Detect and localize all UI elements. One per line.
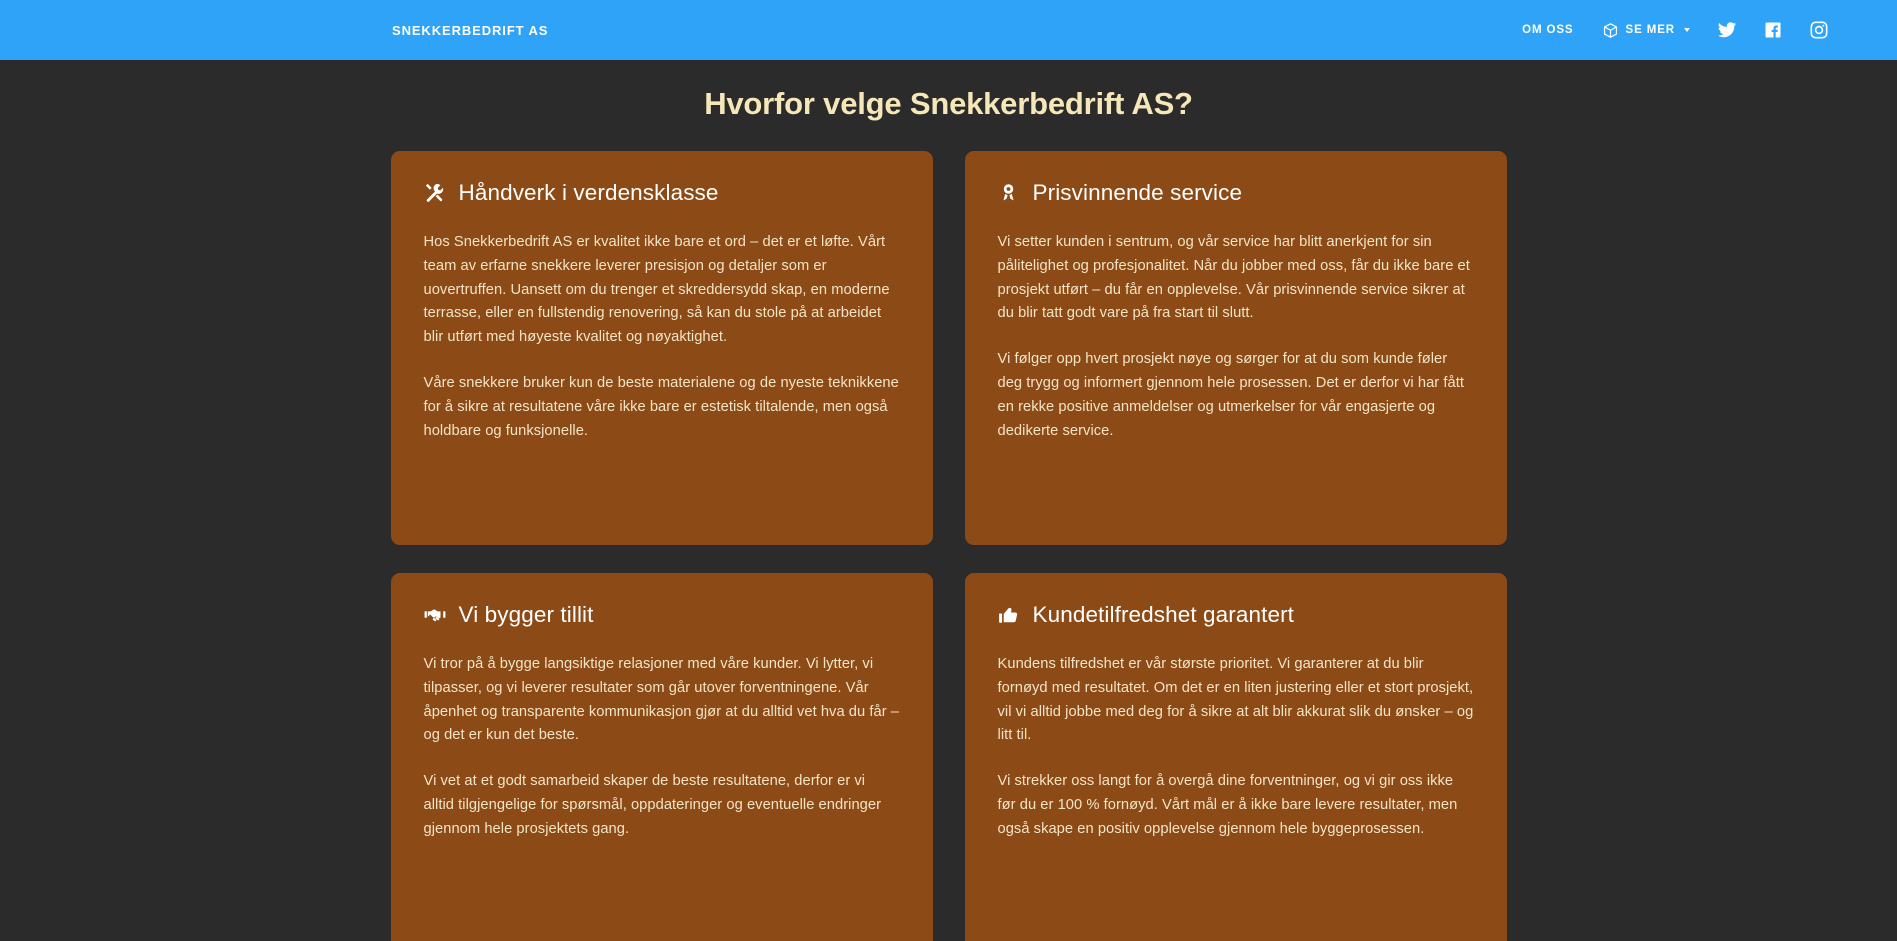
feature-card-paragraph: Vi følger opp hvert prosjekt nøye og sørger for at du som kunde føler deg trygg og informert gjennom hele prosessen. Det er derfor vi har fått en rekke positive anmeldelser og utmerkelser for vår engasjerte og dedikerte service. (997, 351, 1464, 439)
feature-card-header (998, 601, 1474, 628)
feature-card-paragraph: Vi strekker oss langt for å overgå dine forventninger, og vi gir oss ikke før du er 100 % fornøyd. Vårt mål er å ikke bare levere resultater, men også skape en positiv opplevelse gjennom hele byggeprosessen. (997, 773, 1458, 837)
nav-link-om-oss-label: OM OSS (1522, 24, 1574, 36)
social-link-instagram[interactable] (1796, 12, 1842, 48)
feature-card-paragraph: Kundens tilfredshet er vår største prioritet. Vi garanterer at du blir fornøyd med resultatet. Om det er en liten justering eller et stort prosjekt, vil vi alltid jobbe med deg for å sikre at alt blir akkurat slik du ønsker – og litt til. (997, 656, 1474, 744)
feature-card-title: Vi bygger tillit (458, 602, 594, 627)
twitter-icon (1717, 20, 1737, 40)
facebook-icon (1763, 20, 1783, 40)
feature-card-prisvinnende (965, 151, 1507, 545)
feature-card-header (424, 179, 900, 206)
nav-link-om-oss[interactable] (1508, 16, 1587, 44)
award-icon (998, 182, 1020, 204)
feature-card-header (998, 179, 1474, 206)
feature-card-tillit (391, 573, 933, 941)
nav-links-group (1508, 12, 1842, 48)
instagram-icon (1809, 20, 1829, 40)
nav-link-se-mer-label: SE MER (1625, 24, 1675, 36)
feature-card-title: Håndverk i verdensklasse (458, 180, 719, 205)
nav-link-se-mer[interactable] (1588, 14, 1705, 47)
feature-card-kundetilfredshet (965, 573, 1507, 941)
feature-card-body (424, 653, 900, 842)
feature-card-header (424, 601, 900, 628)
feature-card-body (998, 231, 1474, 444)
feature-card-title: Prisvinnende service (1032, 180, 1243, 205)
top-navigation-bar (0, 0, 1897, 60)
feature-card-body (424, 231, 900, 444)
feature-cards-grid (391, 151, 1507, 941)
feature-card-body (998, 653, 1474, 842)
feature-card-paragraph: Vi vet at et godt samarbeid skaper de beste resultatene, derfor er vi alltid tilgjengelige for spørsmål, oppdateringer og eventuelle endringer gjennom hele prosjektets gang. (423, 773, 882, 837)
handshake-icon (424, 604, 446, 626)
social-link-twitter[interactable] (1704, 12, 1750, 48)
feature-card-title: Kundetilfredshet garantert (1032, 602, 1295, 627)
feature-card-handverk (391, 151, 933, 545)
tools-icon (424, 182, 446, 204)
chevron-down-icon (1684, 28, 1690, 32)
feature-card-paragraph: Vi setter kunden i sentrum, og vår service har blitt anerkjent for sin pålitelighet og profesjonalitet. Når du jobber med oss, får du ikke bare et prosjekt utført – du får en opplevelse. Vår prisvinnende service sikrer at du blir tatt godt vare på fra start til slutt. (997, 234, 1470, 322)
feature-card-paragraph: Vi tror på å bygge langsiktige relasjoner med våre kunder. Vi lytter, vi tilpasser, og vi leverer resultater som går utover forventningene. Vår åpenhet og transparente kommunikasjon gjør at du alltid vet hva du får – og det er kun det beste. (423, 656, 900, 744)
social-link-facebook[interactable] (1750, 12, 1796, 48)
feature-card-paragraph: Hos Snekkerbedrift AS er kvalitet ikke bare et ord – det er et løfte. Vårt team av erfarne snekkere leverer presisjon og detaljer som er uovertruffen. Uansett om du trenger et skreddersydd skap, en moderne terrasse, eller en fullstendig renovering, så kan du stole på at arbeidet blir utført med høyeste kvalitet og nøyaktighet. (423, 234, 890, 346)
cube-icon (1602, 22, 1619, 39)
thumbs-up-icon (998, 604, 1020, 626)
page-title: Hvorfor velge Snekkerbedrift AS? (704, 86, 1193, 121)
brand-logo[interactable]: SNEKKERBEDRIFT AS (392, 22, 549, 38)
feature-card-paragraph: Våre snekkere bruker kun de beste materialene og de nyeste teknikkene for å sikre at resultatene våre ikke bare er estetisk tiltalende, men også holdbare og funksjonelle. (423, 375, 899, 439)
page-content (0, 60, 1897, 941)
